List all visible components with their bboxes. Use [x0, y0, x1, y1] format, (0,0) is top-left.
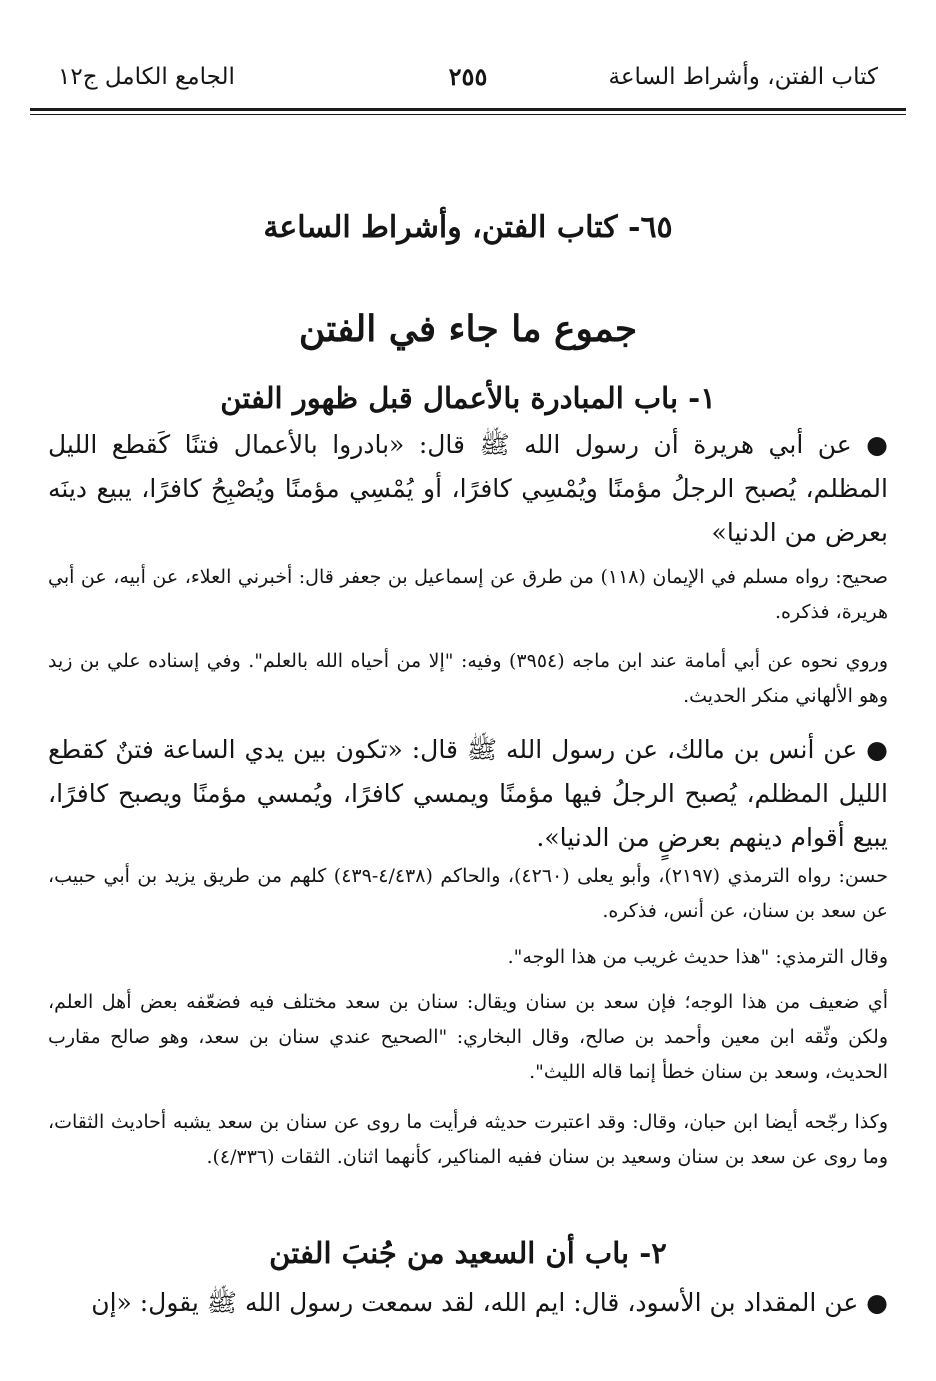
hadith-text: ● عن أبي هريرة أن رسول الله ﷺ قال: «بادروا بالأعمال فتنًا كَقطع الليل المظلم، يُصبح الرجلُ مؤمنًا ويُمْسِي كافرًا، أو يُمْسِي مؤمنًا ويُصْبِحُ كافرًا، يبيع دينَه بعرض من الدنيا»: [48, 430, 888, 547]
running-header-volume: الجامع الكامل ج١٢: [58, 64, 235, 90]
chapter-heading: ١- باب المبادرة بالأعمال قبل ظهور الفتن: [220, 381, 716, 415]
footnote-paragraph: أي ضعيف من هذا الوجه؛ فإن سعد بن سنان ويقال: سنان بن سعد مختلف فيه فضعّفه بعض أهل العلم، ولكن وثّقه ابن معين وأحمد بن صالح، وقال البخاري: "الصحيح عندي سنان بن سعد، وهو صالح مقارب الحديث، وسعد بن سنان خطأ إنما قاله الليث".: [48, 991, 888, 1083]
footnote-paragraph: وكذا رجّحه أيضا ابن حبان، وقال: وقد اعتبرت حديثه فرأيت ما روى عن سنان بن سعد يشبه أحاديث الثقات، وما روى عن سعد بن سنان وسعيد بن سنان ففيه المناكير، كأنهما اثنان. الثقات (٤/٣٣٦).: [48, 1111, 888, 1168]
header-rule-thin: [30, 114, 906, 115]
page-number: ٢٥٥: [448, 62, 488, 91]
footnote-paragraph: وروي نحوه عن أبي أمامة عند ابن ماجه (٣٩٥٤) وفيه: "إلا من أحياه الله بالعلم". وفي إسناده علي بن زيد وهو الألهاني منكر الحديث.: [48, 650, 888, 707]
footnote-paragraph: حسن: رواه الترمذي (٢١٩٧)، وأبو يعلى (٤٢٦٠)، والحاكم (٤/٤٣٨-٤٣٩) كلهم من طريق يزيد بن أبي حبيب، عن سعد بن سنان، عن أنس، فذكره.: [48, 865, 889, 922]
hadith-text: ● عن المقداد بن الأسود، قال: ايم الله، لقد سمعت رسول الله ﷺ يقول: «إن: [91, 1288, 888, 1317]
running-header-chapter: كتاب الفتن، وأشراط الساعة: [608, 64, 878, 90]
book-heading: ٦٥- كتاب الفتن، وأشراط الساعة: [263, 210, 673, 245]
hadith-text: ● عن أنس بن مالك، عن رسول الله ﷺ قال: «تكون بين يدي الساعة فتنٌ كقطع الليل المظلم، يُصبح الرجلُ فيها مؤمنًا ويمسي كافرًا، ويُمسي مؤمنًا ويصبح كافرًا، يبيع أقوام دينهم بعرضٍ من الدنيا».: [48, 735, 888, 852]
header-rule-thick: [30, 108, 906, 111]
chapter-heading: ٢- باب أن السعيد من جُنبَ الفتن: [269, 1236, 667, 1270]
footnote-paragraph: وقال الترمذي: "هذا حديث غريب من هذا الوجه".: [507, 946, 888, 968]
section-heading: جموع ما جاء في الفتن: [298, 308, 638, 350]
footnote-paragraph: صحيح: رواه مسلم في الإيمان (١١٨) من طرق عن إسماعيل بن جعفر قال: أخبرني العلاء، عن أبيه، عن أبي هريرة، فذكره.: [48, 566, 888, 623]
